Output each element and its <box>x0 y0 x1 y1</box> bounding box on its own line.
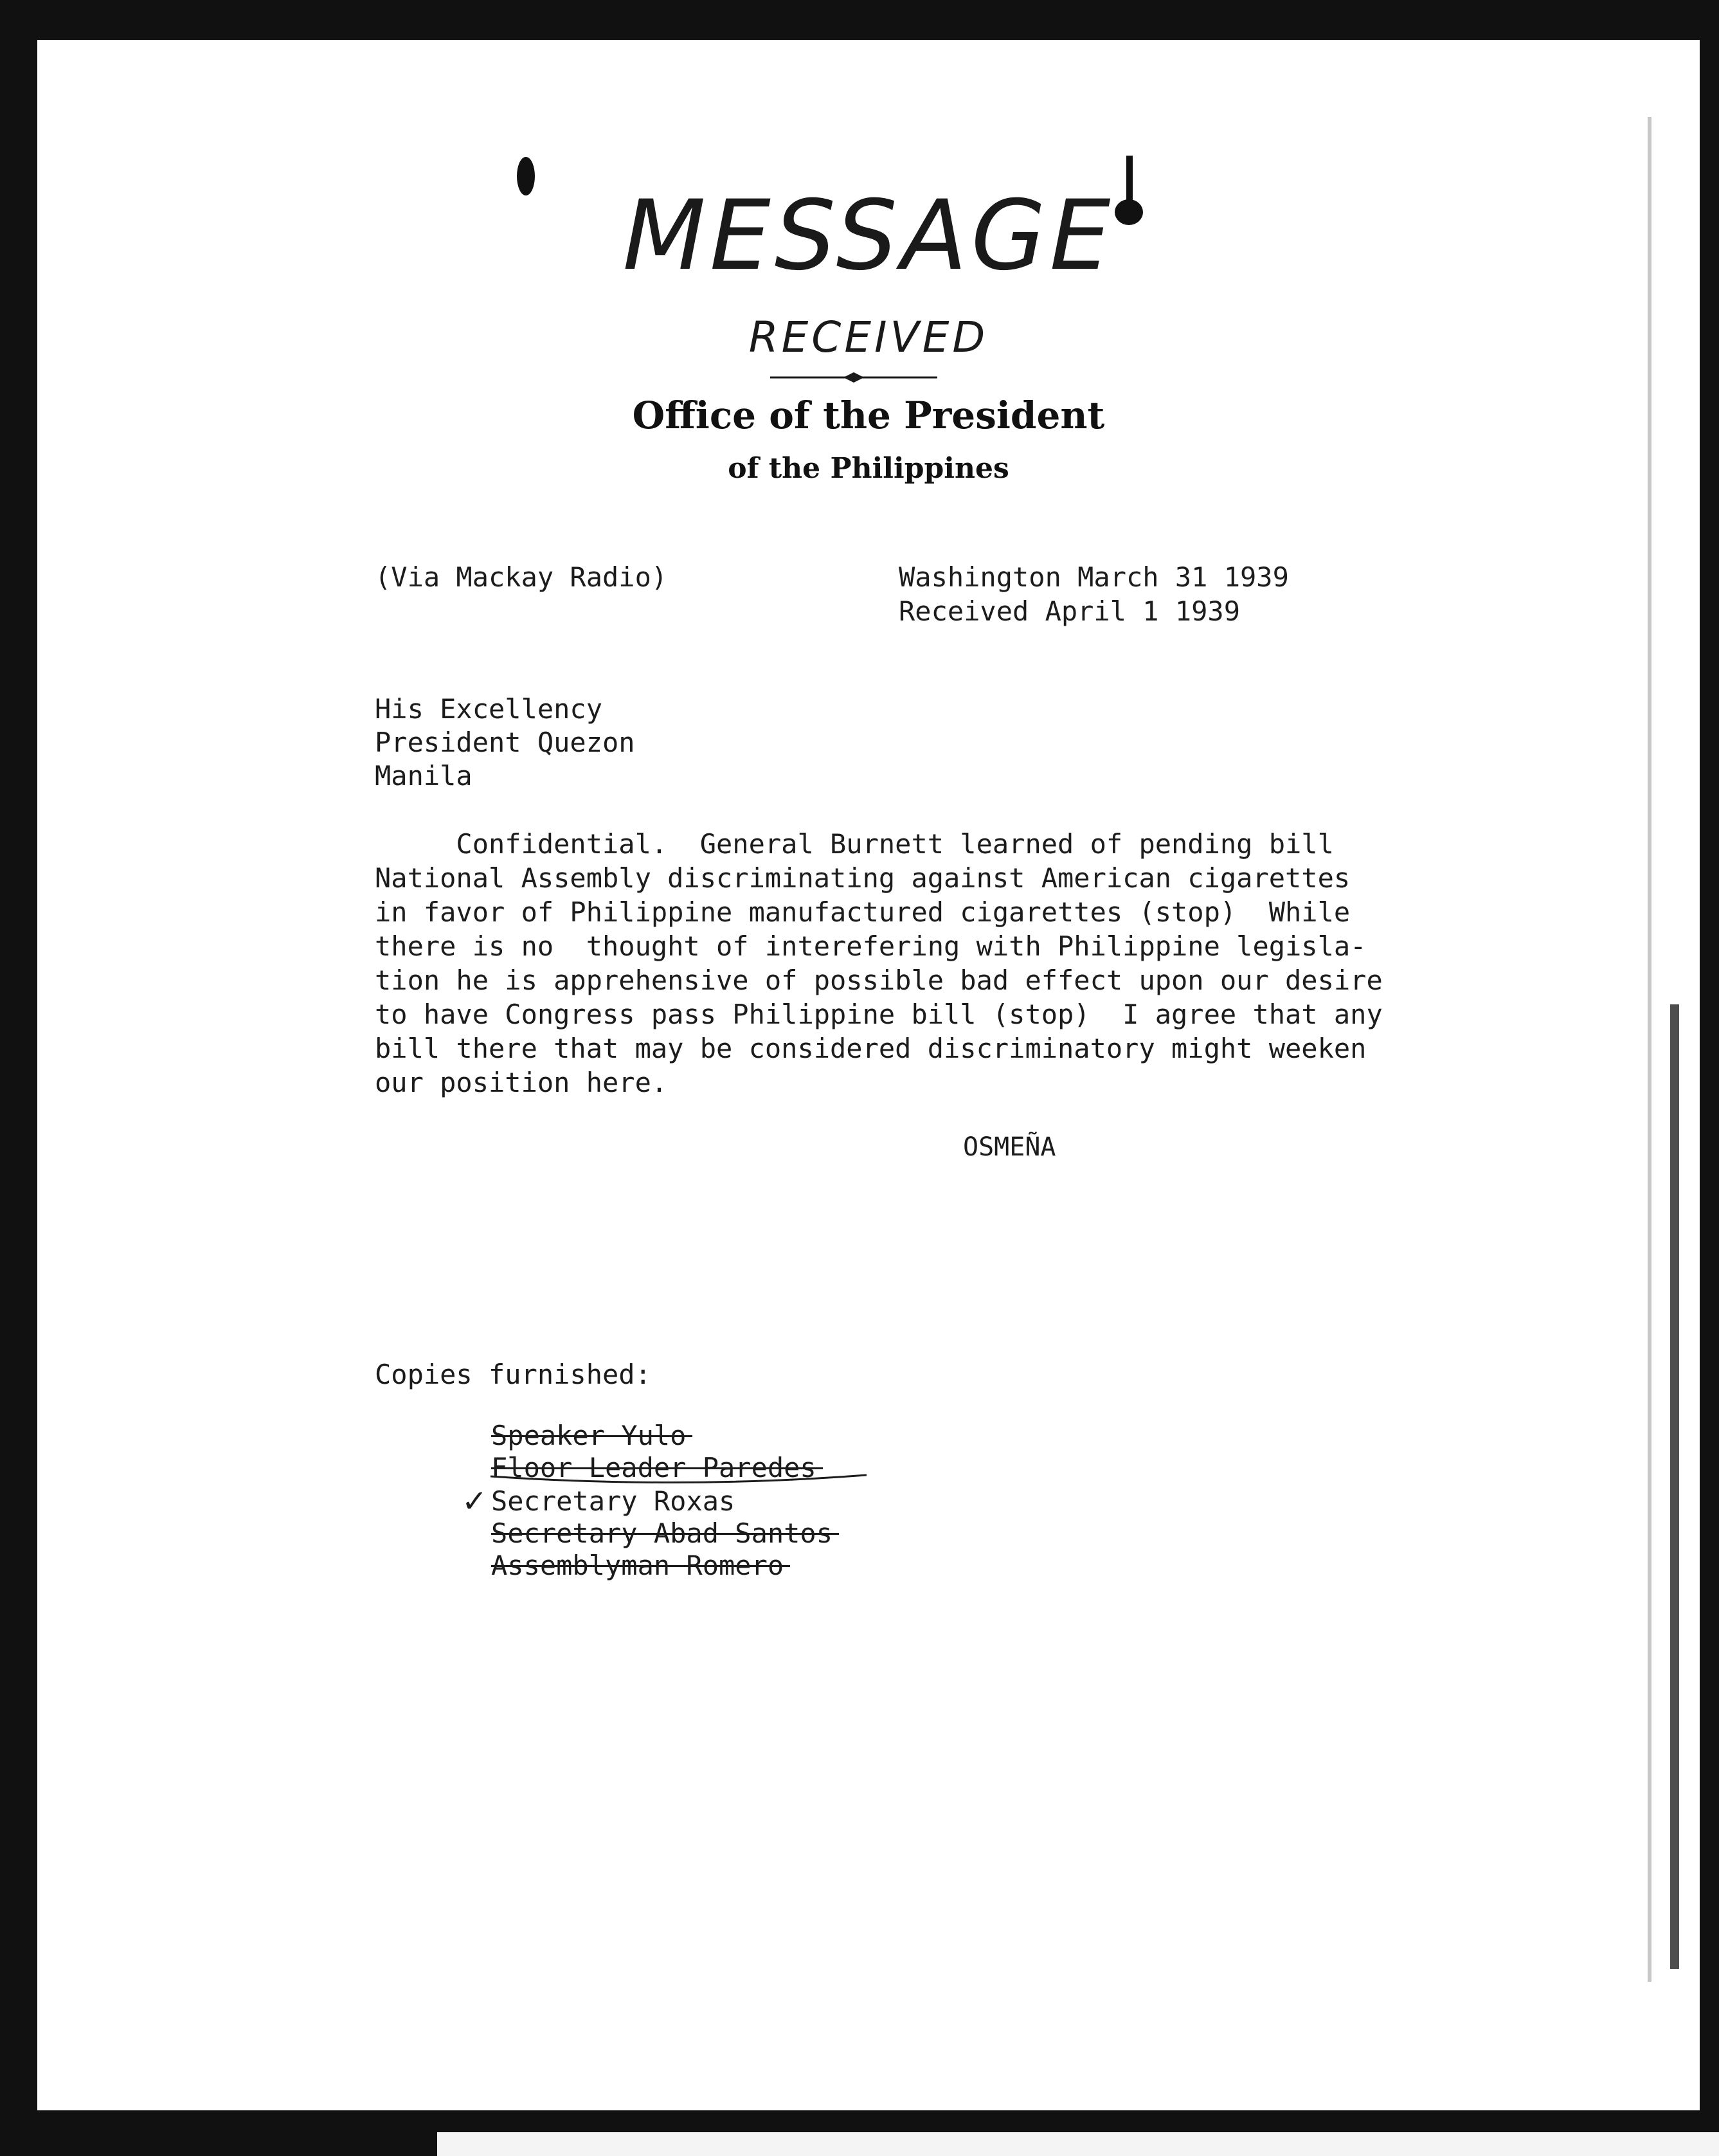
signature: OSMEÑA <box>963 1132 1056 1162</box>
document-page <box>37 40 1700 2110</box>
handwritten-underline <box>487 1470 873 1496</box>
scan-bottom-strip <box>437 2132 1719 2156</box>
copy-recipient: Floor Leader Paredes <box>491 1452 816 1483</box>
letterhead-country: of the Philippines <box>728 452 1009 485</box>
transmission-method: (Via Mackay Radio) <box>375 561 668 593</box>
check-mark-icon: ✓ <box>462 1483 488 1519</box>
scan-edge-mark <box>1670 1004 1679 1969</box>
address-line: President Quezon <box>375 727 635 758</box>
copy-recipient: Assemblyman Romero <box>491 1550 784 1581</box>
letterhead-ornament <box>770 371 937 384</box>
letterhead-title: MESSAGE <box>622 180 1115 292</box>
copy-recipient: Speaker Yulo <box>491 1420 687 1451</box>
received-date: Received April 1 1939 <box>899 595 1241 627</box>
copy-recipient: Secretary Roxas <box>491 1485 735 1517</box>
dateline: Washington March 31 1939 <box>899 561 1289 593</box>
copies-label: Copies furnished: <box>375 1359 651 1390</box>
letterhead-subtitle: RECEIVED <box>748 313 989 362</box>
address-line: His Excellency <box>375 693 603 725</box>
letterhead-office: Office of the President <box>632 394 1105 437</box>
copy-recipient: Secretary Abad Santos <box>491 1517 833 1549</box>
message-body: Confidential. General Burnett learned of pending bill National Assembly discriminating against American cigarettes in favor of Philippine manufactured cigarettes (stop) While there is no thought of interefering with Philippine legisla- tion he is apprehensive of possible bad effect upon our desire to have Congress pass Philippine bill (stop) I agree that any bill there that may be considered discriminatory might weeken our position here. <box>375 828 1383 1098</box>
address-line: Manila <box>375 760 473 792</box>
